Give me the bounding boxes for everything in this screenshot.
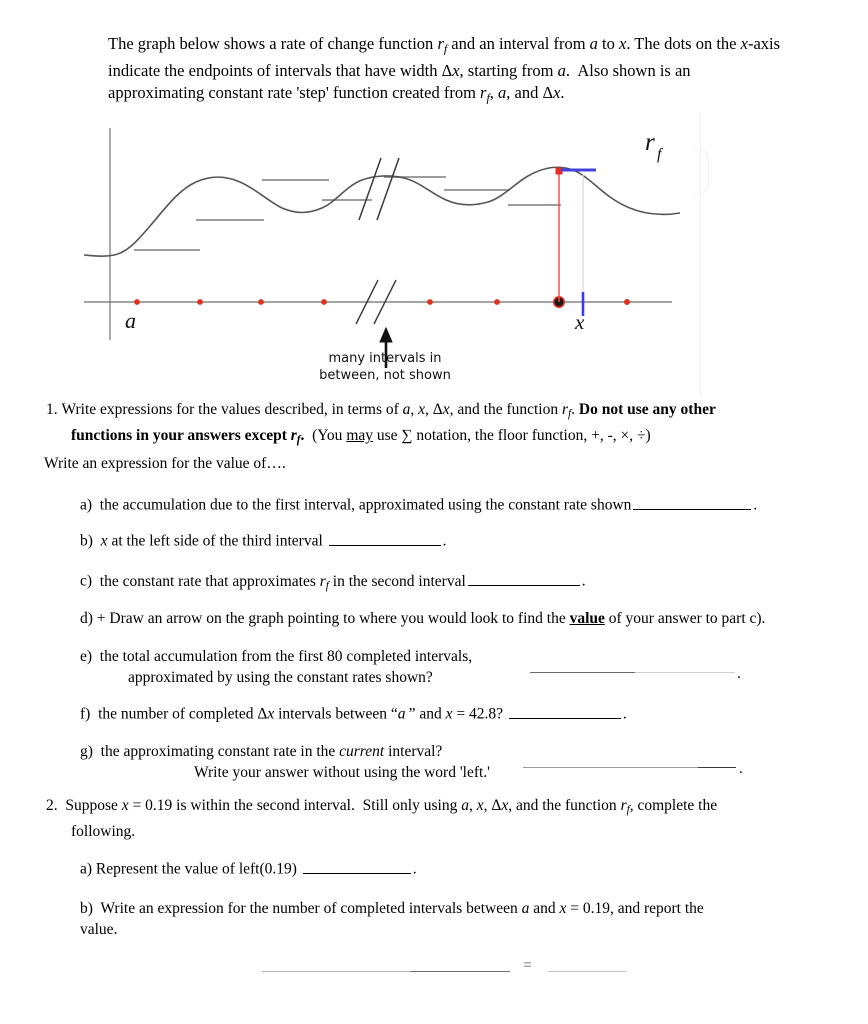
interval-dot	[427, 299, 433, 305]
answer-blank-1g-part2[interactable]	[698, 767, 736, 768]
item-2b-label: b)	[80, 900, 93, 917]
item-b-text: x at the left side of the third interval	[100, 532, 323, 550]
question-1-line-2: functions in your answers except $r_f$. (You may use ∑ notation, the floor function, +, -, ×, ÷)	[71, 427, 651, 447]
interval-dot	[624, 299, 630, 305]
answer-blank-1e-part1[interactable]	[530, 672, 635, 673]
question-1-item-a: a) the accumulation due to the first interval, approximated using the constant rate shown .	[80, 494, 820, 516]
curve-break-marks	[359, 158, 399, 220]
answer-blank-1a[interactable]	[633, 494, 751, 510]
item-e-text-line-2: approximated by using the constant rates shown?	[128, 669, 433, 686]
figure-caption-line-2: between, not shown	[319, 368, 451, 383]
item-b-label: b)	[80, 532, 93, 550]
item-2b-text-line-2: value.	[80, 921, 118, 938]
question-1-item-g	[80, 741, 820, 783]
question-1-item-d	[80, 608, 840, 629]
interval-dot	[258, 299, 264, 305]
item-f-label: f)	[80, 705, 91, 723]
question-1-line-1: Write expressions for the values described, in terms of a, x, Δx, and the function $r_f$. Do not use any other	[61, 401, 716, 421]
question-2-item-b	[80, 898, 848, 940]
answer-blank-2a[interactable]	[303, 858, 411, 874]
item-d-label: d)	[80, 610, 93, 627]
question-2-item-a: a) Represent the value of left(0.19) .	[80, 858, 820, 880]
figure-caption-line-1: many intervals in	[328, 351, 442, 366]
answer-blank-1e-part2[interactable]	[635, 672, 735, 673]
question-2-line-1: Suppose x = 0.19 is within the second interval. Still only using a, x, Δx, and the function $r_f$, complete the	[65, 797, 718, 817]
axis-start-label-a: a	[125, 308, 136, 333]
item-e-period: .	[737, 666, 741, 682]
item-2a-label: a)	[80, 860, 93, 878]
question-2-number: 2.	[46, 797, 58, 814]
axis-point-label-x: x	[575, 310, 585, 334]
item-a-text: the accumulation due to the first interval, approximated using the constant rate shown	[99, 496, 632, 514]
write-expression-prompt: Write an expression for the value of….	[44, 455, 286, 472]
question-1-item-f: f) the number of completed Δx intervals between “a ” and x = 42.8? .	[80, 703, 820, 725]
item-a-label: a)	[80, 496, 93, 514]
answer-blank-1g-part1[interactable]	[523, 767, 698, 768]
question-1-item-b: b) x at the left side of the third interval .	[80, 530, 820, 552]
intro-line-2: indicate the endpoints of intervals that have width Δx, starting from a. Also shown is an	[108, 60, 691, 80]
item-e-text: the total accumulation from the first 80 completed intervals,	[99, 648, 473, 665]
question-1	[46, 399, 836, 451]
answer-blank-1c[interactable]	[468, 570, 580, 586]
interval-dot	[494, 299, 500, 305]
question-2-line-2: following.	[71, 823, 136, 841]
svg-text:f: f	[657, 146, 662, 163]
item-g-text-line-2: Write your answer without using the word 'left.'	[194, 764, 490, 781]
answer-blank-2b-value[interactable]	[548, 971, 626, 972]
answer-blank-2b-expression-part2[interactable]	[410, 971, 510, 972]
equals-sign: =	[523, 957, 532, 974]
scan-edge-bump-artifact	[694, 148, 709, 195]
interval-dot	[134, 299, 140, 305]
intro-line-1: The graph below shows a rate of change function $r_f$ and an interval from a to x. The dots on the x-axis	[108, 34, 781, 56]
intro-paragraph	[108, 33, 820, 109]
figure-caption	[280, 350, 490, 384]
curve-label-rf	[645, 129, 664, 163]
item-2b-text: Write an expression for the number of completed intervals between a and x = 0.19, and report the	[100, 900, 704, 917]
question-1-item-c: c) the constant rate that approximates $r_f$ in the second interval .	[80, 570, 820, 597]
question-1-item-e	[80, 646, 820, 688]
interval-dot	[321, 299, 327, 305]
item-c-text: the constant rate that approximates $r_f$ in the second interval	[99, 572, 466, 592]
item-c-label: c)	[80, 572, 93, 590]
item-d-text: + Draw an arrow on the graph pointing to where you would look to find the value of your answer to part c).	[96, 610, 766, 627]
item-g-label: g)	[80, 743, 93, 760]
intro-line-3: approximating constant rate 'step' function created from $r_f$, a, and Δx.	[108, 83, 565, 105]
svg-text:r: r	[645, 129, 655, 156]
item-g-text: the approximating constant rate in the current interval?	[100, 743, 443, 760]
interval-dot	[197, 299, 203, 305]
question-1-number: 1.	[46, 401, 62, 418]
answer-blank-1b[interactable]	[329, 530, 441, 546]
curve-rf	[84, 167, 680, 256]
item-e-label: e)	[80, 648, 93, 665]
answer-blank-2b-expression-part1[interactable]	[262, 971, 410, 972]
answer-blank-1f[interactable]	[509, 703, 621, 719]
question-2	[46, 795, 836, 842]
item-2a-text: Represent the value of left(0.19)	[95, 860, 297, 878]
item-g-period: .	[739, 761, 743, 777]
item-f-text: the number of completed Δx intervals between “a ” and x = 42.8?	[98, 705, 503, 723]
